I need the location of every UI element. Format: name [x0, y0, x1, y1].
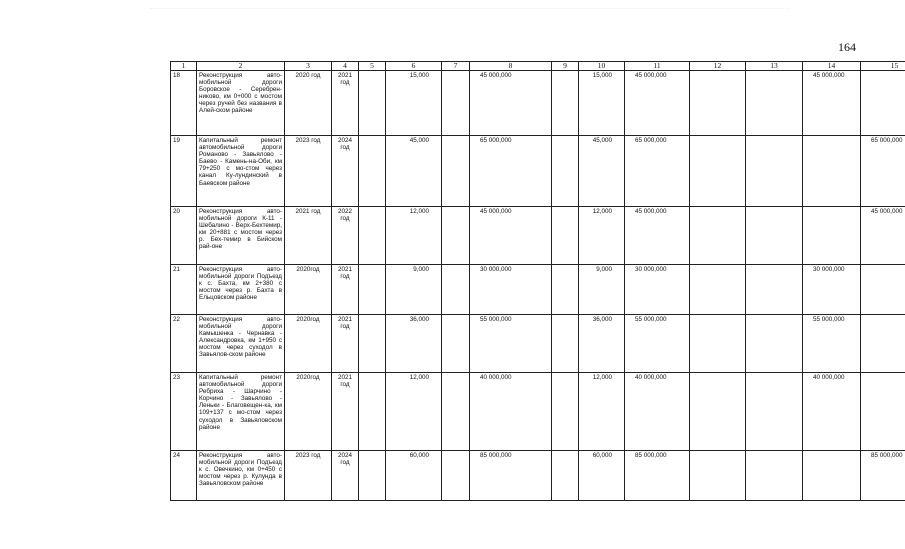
cell-c10: 45,000 [579, 136, 625, 207]
cell-c12 [690, 373, 746, 451]
column-header-2: 2 [197, 62, 285, 71]
cell-c5 [359, 207, 386, 265]
cell-c9 [552, 207, 579, 265]
cell-c10: 60,000 [579, 451, 625, 501]
cell-c6: 36,000 [386, 315, 442, 373]
cell-c11: 45 000,000 [625, 207, 690, 265]
cell-c7 [442, 71, 470, 136]
cell-name: Капитальный ремонт автомобильной дороги Ребриха - Шарчино - Корчино - Завьялово - Леньки - Благовещен-ка, км 109+137 с мо-стом через суходол в Завьяловском районе [197, 373, 285, 451]
column-header-1: 1 [171, 62, 197, 71]
cell-c8: 55 000,000 [470, 315, 552, 373]
cell-c7 [442, 315, 470, 373]
cell-c7 [442, 265, 470, 315]
cell-name: Реконструкция авто-мобильной дороги Боровское - Серебрен-никово, км 0+000 с мостом через ручей без названия в Алей-ском районе [197, 71, 285, 136]
cell-name: Реконструкция авто-мобильной дороги Подъезд к с. Бахта, км 2+380 с мостом через р. Бахта в Ельцовском районе [197, 265, 285, 315]
projects-table [170, 61, 905, 501]
table-body [171, 71, 905, 501]
cell-name: Реконструкция авто-мобильной дороги Подъезд к с. Овечкино, км 0+450 с мостом через р. Кулунда в Завьяловском районе [197, 451, 285, 501]
cell-c5 [359, 265, 386, 315]
cell-c6: 12,000 [386, 373, 442, 451]
cell-c7 [442, 451, 470, 501]
page-number: 164 [838, 40, 856, 54]
cell-c8: 45 000,000 [470, 71, 552, 136]
cell-c5 [359, 451, 386, 501]
column-header-6: 6 [386, 62, 442, 71]
cell-n: 20 [171, 207, 197, 265]
column-header-8: 8 [470, 62, 552, 71]
cell-c12 [690, 265, 746, 315]
cell-c8: 45 000,000 [470, 207, 552, 265]
cell-c7 [442, 373, 470, 451]
cell-c15: 65 000,000 [861, 136, 905, 207]
cell-c9 [552, 136, 579, 207]
cell-c15 [861, 71, 905, 136]
cell-c9 [552, 315, 579, 373]
table-row [171, 136, 905, 207]
cell-c14 [803, 207, 861, 265]
cell-name: Капитальный ремонт автомобильной дороги Романово - Завьялово - Баево - Камень-на-Оби, км 79+250 с мо-стом через канал Ку-лундинский в Баевском районе [197, 136, 285, 207]
table-row [171, 315, 905, 373]
cell-c13 [746, 265, 803, 315]
cell-c4: 2024 год [332, 451, 359, 501]
cell-c7 [442, 207, 470, 265]
cell-name: Реконструкция авто-мобильной дороги Камышенка - Чернавка - Александровка, км 1+950 с мостом через суходол в Завьялов-ском районе [197, 315, 285, 373]
cell-c7 [442, 136, 470, 207]
cell-c13 [746, 136, 803, 207]
column-header-10: 10 [579, 62, 625, 71]
cell-c5 [359, 373, 386, 451]
cell-c14: 45 000,000 [803, 71, 861, 136]
cell-c13 [746, 451, 803, 501]
cell-c3: 2020год [285, 315, 332, 373]
cell-c4: 2021 год [332, 373, 359, 451]
table-row [171, 71, 905, 136]
table-row [171, 451, 905, 501]
column-header-7: 7 [442, 62, 470, 71]
cell-c12 [690, 315, 746, 373]
cell-c15 [861, 265, 905, 315]
column-header-4: 4 [332, 62, 359, 71]
cell-c8: 65 000,000 [470, 136, 552, 207]
cell-c15 [861, 315, 905, 373]
cell-n: 19 [171, 136, 197, 207]
cell-c13 [746, 71, 803, 136]
cell-c12 [690, 136, 746, 207]
cell-c14: 40 000,000 [803, 373, 861, 451]
cell-n: 18 [171, 71, 197, 136]
column-header-5: 5 [359, 62, 386, 71]
cell-c13 [746, 373, 803, 451]
cell-c15 [861, 373, 905, 451]
cell-c4: 2022 год [332, 207, 359, 265]
column-header-3: 3 [285, 62, 332, 71]
cell-c10: 36,000 [579, 315, 625, 373]
cell-c15: 45 000,000 [861, 207, 905, 265]
cell-c12 [690, 71, 746, 136]
cell-c3: 2020год [285, 373, 332, 451]
cell-c10: 9,000 [579, 265, 625, 315]
cell-c12 [690, 451, 746, 501]
cell-c3: 2023 год [285, 136, 332, 207]
column-header-13: 13 [746, 62, 803, 71]
cell-c9 [552, 451, 579, 501]
cell-c6: 12,000 [386, 207, 442, 265]
cell-c11: 40 000,000 [625, 373, 690, 451]
table-row [171, 373, 905, 451]
cell-c3: 2023 год [285, 451, 332, 501]
cell-c5 [359, 136, 386, 207]
column-header-15: 15 [861, 62, 905, 71]
cell-c11: 65 000,000 [625, 136, 690, 207]
cell-c11: 45 000,000 [625, 71, 690, 136]
cell-c5 [359, 315, 386, 373]
cell-c12 [690, 207, 746, 265]
cell-c10: 12,000 [579, 373, 625, 451]
column-header-12: 12 [690, 62, 746, 71]
cell-c8: 40 000,000 [470, 373, 552, 451]
table-row [171, 207, 905, 265]
scan-noise [150, 8, 790, 13]
cell-c13 [746, 315, 803, 373]
cell-c11: 85 000,000 [625, 451, 690, 501]
cell-c14: 55 000,000 [803, 315, 861, 373]
cell-c8: 30 000,000 [470, 265, 552, 315]
cell-c10: 12,000 [579, 207, 625, 265]
cell-c4: 2024 год [332, 136, 359, 207]
cell-c8: 85 000,000 [470, 451, 552, 501]
column-header-14: 14 [803, 62, 861, 71]
cell-c3: 2021 год [285, 207, 332, 265]
cell-c4: 2021 год [332, 315, 359, 373]
cell-c14: 30 000,000 [803, 265, 861, 315]
cell-c9 [552, 373, 579, 451]
cell-c11: 30 000,000 [625, 265, 690, 315]
header-row [171, 62, 905, 71]
cell-c9 [552, 71, 579, 136]
cell-n: 21 [171, 265, 197, 315]
cell-c3: 2020год [285, 265, 332, 315]
cell-c6: 15,000 [386, 71, 442, 136]
cell-c4: 2021 год [332, 265, 359, 315]
cell-c15: 85 000,000 [861, 451, 905, 501]
cell-c10: 15,000 [579, 71, 625, 136]
column-header-11: 11 [625, 62, 690, 71]
cell-c13 [746, 207, 803, 265]
cell-n: 23 [171, 373, 197, 451]
cell-c6: 45,000 [386, 136, 442, 207]
cell-c6: 60,000 [386, 451, 442, 501]
column-header-9: 9 [552, 62, 579, 71]
cell-n: 22 [171, 315, 197, 373]
cell-c9 [552, 265, 579, 315]
cell-c14 [803, 136, 861, 207]
cell-c6: 9,000 [386, 265, 442, 315]
cell-n: 24 [171, 451, 197, 501]
cell-c5 [359, 71, 386, 136]
cell-name: Реконструкция авто-мобильной дороги К-11 - Шебалино - Верх-Бехтемир, км 20+881 с мостом через р. Бех-темир в Бийском рай-оне [197, 207, 285, 265]
cell-c4: 2021 год [332, 71, 359, 136]
table-row [171, 265, 905, 315]
cell-c3: 2020 год [285, 71, 332, 136]
cell-c14 [803, 451, 861, 501]
cell-c11: 55 000,000 [625, 315, 690, 373]
